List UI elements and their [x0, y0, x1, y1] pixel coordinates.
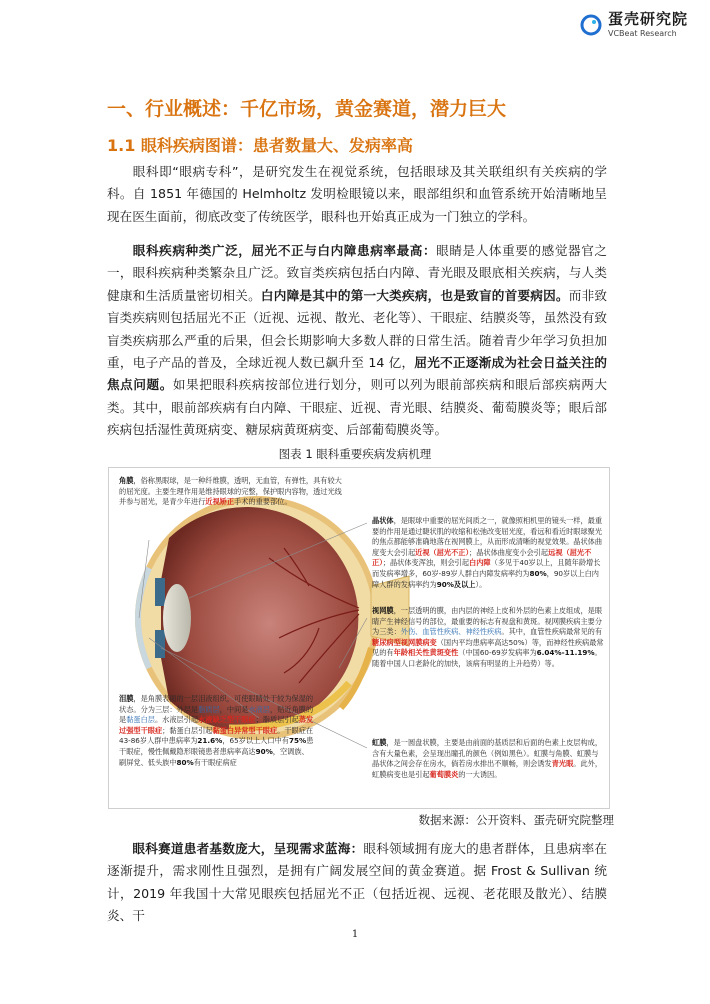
lens-annotation: 晶状体，是眼球中重要的屈光间质之一，就像照相机里的镜头一样，最重要的作用是通过睫状肌的收缩和松弛改变屈光度，看远和看近时眼球聚光的焦点都能够准确地落在视网膜上，从而形成清晰的视觉效果。晶状体曲度变大会引起近视（屈光不正）；晶状体曲度变小会引起远视（屈光不正）；晶状体变浑浊，则会引起白内障（多见于40岁以上，且随年龄增长而发病率增多，60岁-89岁人群白内障发病率约为80%，90岁以上白内障人群的发病率约为90%及以上）。 [372, 516, 603, 589]
disease-types-paragraph: 眼科疾病种类广泛，屈光不正与白内障患病率最高：眼睛是人体重要的感觉器官之一，眼科疾病种类繁杂且广泛。致盲类疾病包括白内障、青光眼及眼底相关疾病，与人类健康和生活质量密切相关。白内障是其中的第一大类疾病，也是致盲的首要病因。而非致盲类疾病则包括屈光不正（近视、远视、散光、老化等）、干眼症、结膜炎等，虽然没有致盲类疾病那么严重的后果，但会长期影响大多数人群的日常生活。随着青少年学习负担加重，电子产品的普及，全球近视人数已飙升至 14 亿，屈光不正逐渐成为社会日益关注的焦点问题。如果把眼科疾病按部位进行划分，则可以列为眼前部疾病和眼后部疾病两大类。其中，眼前部疾病有白内障、干眼症、近视、青光眼、结膜炎、葡萄膜炎等；眼后部疾病包括湿性黄斑病变、糖尿病黄斑病变、后部葡萄膜炎等。 [107, 243, 608, 438]
logo-en-text: VCBeat Research [607, 29, 677, 38]
eye-anatomy-figure [108, 467, 610, 809]
figure-source: 数据来源：公开资料、蛋壳研究院整理 [418, 813, 614, 827]
cornea-annotation: 角膜，俗称黑眼球，是一种纤维膜，透明，无血管，有弹性，具有较大的屈光度。主要生理作用是维持眼球的完整，保护眼内容物，透过光线并参与屈光，是青少年进行近视矫正手术的重要部位。 [119, 476, 342, 507]
intro-text: 眼科即“眼病专科”，是研究发生在视觉系统，包括眼球及其关联组织有关疾病的学科。自 1851 年德国的 Helmholtz 发明检眼镜以来，眼部组织和血管系统开始清晰地呈现在医生面前，彻底改变了传统医学，眼科也开始真正成为一门独立的学科。 [107, 164, 607, 224]
retina-annotation: 视网膜，一层透明的膜，由内层的神经上皮和外层的色素上皮组成，是眼睛产生神经信号的部位，最重要的标志有视盘和黄斑。视网膜疾病主要分为三类：外伤、血管性疾病、神经性疾病。其中，血管性疾病最常见的有糖尿病型视网膜病变（国内平均患病率高达50%）等，而神经性疾病最常见的有年龄相关性黄斑变性（中国60-69岁发病率为6.04%-11.19%。随着中国人口老龄化的加快，该病有明显的上升趋势）等。 [372, 606, 604, 668]
section-title: 一、行业概述：千亿市场，黄金赛道，潜力巨大 [107, 98, 507, 120]
para3-lead: 眼科赛道患者基数庞大，呈现需求蓝海： [132, 841, 364, 856]
page-number: 1 [351, 929, 359, 940]
figure-caption: 图表 1 眼科重要疾病发病机理 [278, 447, 432, 461]
iris-annotation: 虹膜，是一圆盘状膜，主要是由前面的基质层和后面的色素上皮层构成，含有大量色素，会呈现出瞳孔的颜色（例如黑色）。虹膜与角膜、虹膜与晶状体之间会存在房水，倘若房水排出不顺畅，则会诱发青光眼。此外，虹膜病变也是引起葡萄膜炎的一大诱因。 [372, 738, 603, 779]
para2-lead: 眼科疾病种类广泛，屈光不正与白内障患病率最高： [132, 243, 437, 258]
tear-film-annotation: 泪膜，是角膜表面的一层泪液组织，可使眼睛处于较为保湿的状态。分为三层：外层是脂质层，中间是水液层，贴近角膜的是黏蛋白层。水液层引起水液缺乏型干眼症；脂质层引起蒸发过强型干眼症；黏蛋白层引起黏蛋白异常型干眼症。干眼症在43-86岁人群中患病率为21.6%，65岁以上人口中有75%患干眼症，慢性佩戴隐形眼镜患者患病率高达90%，空调族、刷屏党、低头族中80%有干眼症病症 [119, 694, 314, 767]
market-paragraph: 眼科赛道患者基数庞大，呈现需求蓝海：眼科领域拥有庞大的患者群体，且患病率在逐渐提升，需求刚性且强烈，是拥有广阔发展空间的黄金赛道。据 Frost & Sullivan 统计，2019 年我国十大常见眼疾包括屈光不正（包括近视、远视、老花眼及散光）、结膜炎、干 [107, 841, 608, 924]
intro-paragraph [107, 161, 607, 228]
vcbeat-logo-icon [580, 14, 602, 36]
subsection-title: 1.1 眼科疾病图谱：患者数量大、发病率高 [107, 136, 413, 155]
brand-logo [580, 12, 688, 38]
logo-cn-text: 蛋壳研究院 [607, 10, 688, 28]
